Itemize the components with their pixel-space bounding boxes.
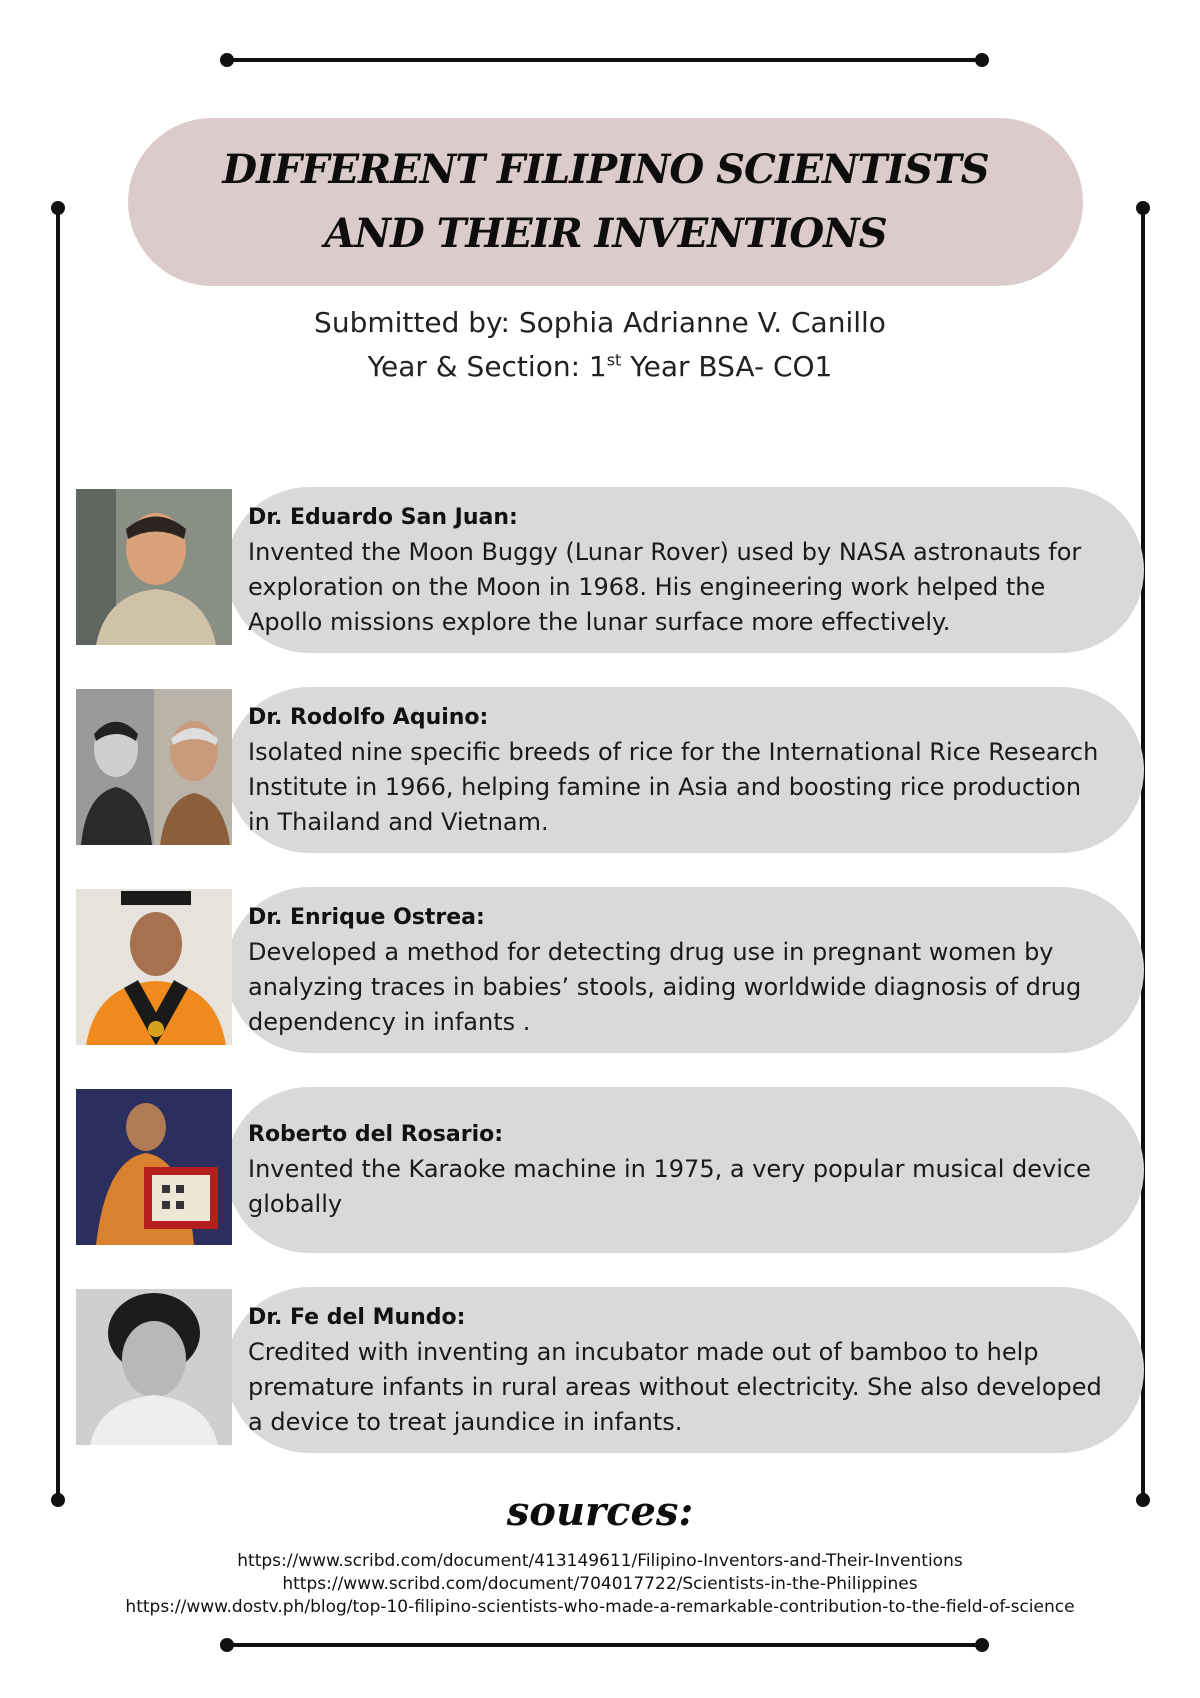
scientist-description: Invented the Karaoke machine in 1975, a very popular musical device globally (248, 1155, 1091, 1218)
scientist-card (76, 887, 1144, 1053)
scientist-text (248, 1287, 1108, 1453)
scientist-photo (76, 489, 232, 645)
scientist-photo (76, 889, 232, 1045)
year-section-prefix: Year & Section: 1 (367, 350, 607, 383)
scientist-card (76, 687, 1144, 853)
submitted-by: Submitted by: Sophia Adrianne V. Canillo (314, 306, 886, 339)
bottom-divider-dot-left (220, 1638, 234, 1652)
scientist-description: Developed a method for detecting drug use in pregnant women by analyzing traces in babies’ stools, aiding worldwide diagnosis of drug dependency in infants . (248, 937, 1082, 1036)
year-section-sup: st (606, 350, 622, 370)
scientist-description: Credited with inventing an incubator made out of bamboo to help premature infants in rural areas without electricity. She also developed a device to treat jaundice in infants. (248, 1337, 1102, 1436)
year-section (0, 350, 1200, 383)
scientist-text (248, 487, 1108, 653)
bottom-divider (226, 1643, 982, 1647)
scientist-name: Dr. Enrique Ostrea: (248, 904, 485, 930)
scientist-description: Isolated nine specific breeds of rice for the International Rice Research Institute in 1966, helping famine in Asia and boosting rice production in Thailand and Vietnam. (248, 737, 1099, 836)
year-section-suffix: Year BSA- CO1 (621, 350, 833, 383)
top-divider (226, 58, 982, 62)
left-frame-line (56, 206, 60, 1500)
scientist-name: Roberto del Rosario: (248, 1122, 504, 1147)
scientist-photo (76, 689, 232, 845)
source-link[interactable]: https://www.scribd.com/document/413149611/Filipino-Inventors-and-Their-Inventions (237, 1551, 963, 1571)
title-banner (128, 118, 1083, 286)
right-frame-dot-top (1136, 201, 1150, 215)
scientist-name: Dr. Eduardo San Juan: (248, 504, 518, 530)
scientist-photo (76, 1289, 232, 1445)
top-divider-dot-right (975, 53, 989, 67)
title-line-2: AND THEIR INVENTIONS (324, 210, 887, 257)
top-divider-dot-left (220, 53, 234, 67)
scientist-card (76, 487, 1144, 653)
scientist-card (76, 1087, 1144, 1253)
source-link[interactable]: https://www.scribd.com/document/704017722/Scientists-in-the-Philippines (282, 1574, 918, 1594)
scientist-card (76, 1287, 1144, 1453)
scientist-text (248, 887, 1108, 1053)
source-link[interactable]: https://www.dostv.ph/blog/top-10-filipino-scientists-who-made-a-remarkable-contribution-to-the-field-of-science (125, 1597, 1075, 1617)
scientist-photo (76, 1089, 232, 1245)
scientist-description: Invented the Moon Buggy (Lunar Rover) used by NASA astronauts for exploration on the Moon in 1968. His engineering work helped the Apollo missions explore the lunar surface more effectively. (248, 537, 1082, 636)
scientist-text (248, 1087, 1108, 1253)
scientist-name: Dr. Fe del Mundo: (248, 1304, 466, 1330)
scientist-text (248, 687, 1108, 853)
sources-heading: sources: (506, 1488, 694, 1535)
scientist-name: Dr. Rodolfo Aquino: (248, 704, 489, 730)
left-frame-dot-top (51, 201, 65, 215)
title-line-1: DIFFERENT FILIPINO SCIENTISTS (222, 146, 989, 193)
bottom-divider-dot-right (975, 1638, 989, 1652)
